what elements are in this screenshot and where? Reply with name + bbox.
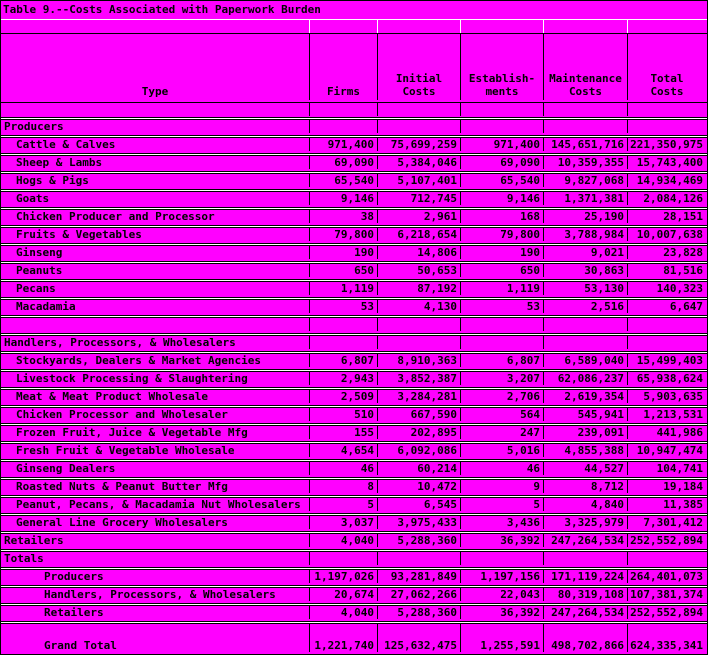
row-label: Cattle & Calves — [16, 138, 116, 151]
cell-maintenance-costs: 2,516 — [543, 300, 627, 313]
cell-initial-costs: 202,895 — [377, 426, 460, 439]
column-header-label: Establish- — [468, 72, 536, 85]
cell-establishments: 6,807 — [460, 354, 543, 367]
cell-initial-costs: 712,745 — [377, 192, 460, 205]
row-label: Ginseng — [16, 246, 63, 259]
cell-establishments: 22,043 — [460, 588, 543, 601]
table-row — [1, 119, 707, 136]
cell-total-costs: 140,323 — [627, 282, 706, 295]
cell-maintenance-costs — [543, 120, 627, 133]
table-row — [1, 353, 707, 370]
cell-total-costs: 2,084,126 — [627, 192, 706, 205]
cell-maintenance-costs: 498,702,866 — [543, 624, 627, 652]
row-label: Meat & Meat Product Wholesale — [16, 390, 209, 403]
row-label: Grand Total — [44, 639, 117, 652]
row-label: Chicken Producer and Processor — [16, 210, 215, 223]
spacer-cell — [627, 103, 706, 116]
cell-firms — [309, 552, 377, 565]
cell-total-costs: 81,516 — [627, 264, 706, 277]
table-row — [1, 389, 707, 406]
cell-establishments: 5,016 — [460, 444, 543, 457]
table-title: Table 9.--Costs Associated with Paperwork Burden — [1, 0, 707, 19]
cell-total-costs: 6,647 — [627, 300, 706, 313]
cell-initial-costs: 125,632,475 — [377, 624, 460, 652]
table-row — [1, 137, 707, 154]
cell-initial-costs: 60,214 — [377, 462, 460, 475]
cell-total-costs: 5,903,635 — [627, 390, 706, 403]
cell-maintenance-costs: 9,827,068 — [543, 174, 627, 187]
cell-establishments — [460, 552, 543, 565]
cell-establishments: 36,392 — [460, 606, 543, 619]
cell-establishments: 53 — [460, 300, 543, 313]
cell-firms: 38 — [309, 210, 377, 223]
cell-establishments: 69,090 — [460, 156, 543, 169]
cell-total-costs: 15,743,400 — [627, 156, 706, 169]
cell-total-costs — [627, 318, 706, 331]
column-header-maintenance-costs — [543, 34, 627, 100]
cell-maintenance-costs: 62,086,237 — [543, 372, 627, 385]
cell-total-costs — [627, 552, 706, 565]
spacer-cell — [627, 20, 706, 33]
cell-establishments: 1,197,156 — [460, 570, 543, 583]
cell-initial-costs: 27,062,266 — [377, 588, 460, 601]
cell-establishments: 190 — [460, 246, 543, 259]
table-row — [1, 371, 707, 388]
cell-maintenance-costs: 1,371,381 — [543, 192, 627, 205]
cell-maintenance-costs: 44,527 — [543, 462, 627, 475]
cell-establishments: 247 — [460, 426, 543, 439]
cell-firms: 190 — [309, 246, 377, 259]
cell-maintenance-costs — [543, 318, 627, 331]
cell-initial-costs: 14,806 — [377, 246, 460, 259]
cell-maintenance-costs: 25,190 — [543, 210, 627, 223]
cell-maintenance-costs — [543, 336, 627, 349]
cell-establishments: 650 — [460, 264, 543, 277]
table-row — [1, 623, 707, 655]
cell-total-costs: 14,934,469 — [627, 174, 706, 187]
row-label: Macadamia — [16, 300, 76, 313]
cell-establishments: 564 — [460, 408, 543, 421]
cell-establishments: 1,255,591 — [460, 624, 543, 652]
table-row — [1, 191, 707, 208]
cell-initial-costs: 5,107,401 — [377, 174, 460, 187]
cell-establishments: 9,146 — [460, 192, 543, 205]
row-label: Livestock Processing & Slaughtering — [16, 372, 248, 385]
cell-initial-costs: 6,545 — [377, 498, 460, 511]
row-label: Ginseng Dealers — [16, 462, 116, 475]
row-label: Pecans — [16, 282, 56, 295]
cell-firms: 510 — [309, 408, 377, 421]
cell-initial-costs: 50,653 — [377, 264, 460, 277]
cell-firms: 3,037 — [309, 516, 377, 529]
cell-firms: 1,119 — [309, 282, 377, 295]
cell-establishments: 79,800 — [460, 228, 543, 241]
cell-firms: 971,400 — [309, 138, 377, 151]
row-label: Handlers, Processors, & Wholesalers — [4, 336, 236, 349]
table-row — [1, 281, 707, 298]
row-label — [1, 318, 309, 331]
spacer-cell — [377, 103, 460, 116]
table-body — [1, 119, 707, 655]
cell-total-costs: 11,385 — [627, 498, 706, 511]
cell-initial-costs — [377, 120, 460, 133]
cell-establishments: 2,706 — [460, 390, 543, 403]
cell-initial-costs: 3,284,281 — [377, 390, 460, 403]
cell-initial-costs — [377, 336, 460, 349]
cell-total-costs — [627, 120, 706, 133]
cell-total-costs: 65,938,624 — [627, 372, 706, 385]
cell-maintenance-costs: 8,712 — [543, 480, 627, 493]
cell-total-costs: 23,828 — [627, 246, 706, 259]
table-row — [1, 209, 707, 226]
cell-firms: 2,509 — [309, 390, 377, 403]
table-row — [1, 569, 707, 586]
cell-total-costs: 15,499,403 — [627, 354, 706, 367]
table-row — [1, 263, 707, 280]
table-row — [1, 479, 707, 496]
cell-firms: 2,943 — [309, 372, 377, 385]
column-header-type — [1, 34, 309, 100]
cell-total-costs: 107,381,374 — [627, 588, 706, 601]
row-label: Chicken Processor and Wholesaler — [16, 408, 228, 421]
column-header-label: Costs — [568, 85, 603, 98]
cell-firms — [309, 336, 377, 349]
cell-maintenance-costs: 247,264,534 — [543, 606, 627, 619]
row-label: Totals — [4, 552, 44, 565]
row-label: Retailers — [44, 606, 104, 619]
cell-establishments: 65,540 — [460, 174, 543, 187]
cell-total-costs: 252,552,894 — [627, 534, 706, 547]
cell-initial-costs: 75,699,259 — [377, 138, 460, 151]
header-spacer-row — [1, 103, 707, 118]
row-label: Producers — [44, 570, 104, 583]
column-header-label: Maintenance — [549, 72, 622, 85]
cell-firms: 65,540 — [309, 174, 377, 187]
spacer-cell — [460, 20, 543, 33]
column-header-label: Costs — [402, 85, 436, 98]
cell-initial-costs: 10,472 — [377, 480, 460, 493]
cell-initial-costs — [377, 318, 460, 331]
spacer-row — [1, 317, 707, 334]
cell-initial-costs: 5,288,360 — [377, 534, 460, 547]
cell-firms: 1,221,740 — [309, 624, 377, 652]
cell-firms: 4,654 — [309, 444, 377, 457]
table-row — [1, 299, 707, 316]
row-label: Goats — [16, 192, 50, 205]
row-label: Sheep & Lambs — [16, 156, 103, 169]
cell-initial-costs: 5,384,046 — [377, 156, 460, 169]
cell-firms: 1,197,026 — [309, 570, 377, 583]
column-header-initial-costs — [377, 34, 460, 100]
column-header-label: Initial — [395, 72, 443, 85]
spacer-cell — [309, 20, 377, 33]
cell-establishments: 5 — [460, 498, 543, 511]
table-row — [1, 227, 707, 244]
table-row — [1, 443, 707, 460]
table-row — [1, 515, 707, 532]
table-row — [1, 497, 707, 514]
cell-initial-costs: 87,192 — [377, 282, 460, 295]
cell-initial-costs: 3,852,387 — [377, 372, 460, 385]
row-label: Retailers — [4, 534, 64, 547]
cell-total-costs — [627, 336, 706, 349]
spacer-cell — [1, 20, 309, 33]
cell-firms: 20,674 — [309, 588, 377, 601]
cell-maintenance-costs: 247,264,534 — [543, 534, 627, 547]
cell-firms: 8 — [309, 480, 377, 493]
spacer-cell — [460, 103, 543, 116]
cell-firms: 4,040 — [309, 534, 377, 547]
cell-maintenance-costs: 4,840 — [543, 498, 627, 511]
row-label: Roasted Nuts & Peanut Butter Mfg — [16, 480, 228, 493]
table-row — [1, 533, 707, 550]
row-label: Stockyards, Dealers & Market Agencies — [16, 354, 262, 367]
cell-establishments — [460, 120, 543, 133]
spacer-cell — [309, 103, 377, 116]
row-label: Peanuts — [16, 264, 63, 277]
cell-total-costs: 10,947,474 — [627, 444, 706, 457]
cell-maintenance-costs: 545,941 — [543, 408, 627, 421]
cell-firms — [309, 120, 377, 133]
cell-establishments: 1,119 — [460, 282, 543, 295]
cell-maintenance-costs: 30,863 — [543, 264, 627, 277]
column-header-total-costs — [627, 34, 706, 100]
cell-initial-costs: 6,092,086 — [377, 444, 460, 457]
cell-establishments: 36,392 — [460, 534, 543, 547]
cell-maintenance-costs: 6,589,040 — [543, 354, 627, 367]
cell-maintenance-costs: 3,325,979 — [543, 516, 627, 529]
row-label: General Line Grocery Wholesalers — [16, 516, 228, 529]
cell-firms — [309, 318, 377, 331]
cell-establishments — [460, 336, 543, 349]
cell-maintenance-costs: 239,091 — [543, 426, 627, 439]
cell-firms: 155 — [309, 426, 377, 439]
cell-total-costs: 441,986 — [627, 426, 706, 439]
cell-initial-costs: 8,910,363 — [377, 354, 460, 367]
cell-maintenance-costs: 10,359,355 — [543, 156, 627, 169]
column-header-label: Total — [650, 72, 684, 85]
cell-initial-costs: 6,218,654 — [377, 228, 460, 241]
table-row — [1, 407, 707, 424]
cell-initial-costs: 4,130 — [377, 300, 460, 313]
cell-firms: 9,146 — [309, 192, 377, 205]
column-header-label: ments — [485, 85, 519, 98]
spacer-cell — [1, 103, 309, 116]
cell-total-costs: 264,401,073 — [627, 570, 706, 583]
cell-maintenance-costs: 4,855,388 — [543, 444, 627, 457]
table-row — [1, 551, 707, 568]
cell-firms: 650 — [309, 264, 377, 277]
row-label: Fresh Fruit & Vegetable Wholesale — [16, 444, 235, 457]
spacer-cell — [543, 20, 627, 33]
cell-initial-costs — [377, 552, 460, 565]
cell-maintenance-costs: 145,651,716 — [543, 138, 627, 151]
cell-maintenance-costs: 2,619,354 — [543, 390, 627, 403]
cell-establishments: 3,436 — [460, 516, 543, 529]
cell-total-costs: 252,552,894 — [627, 606, 706, 619]
table-row — [1, 155, 707, 172]
table-row — [1, 245, 707, 262]
cell-maintenance-costs: 9,021 — [543, 246, 627, 259]
cell-initial-costs: 2,961 — [377, 210, 460, 223]
cell-initial-costs: 3,975,433 — [377, 516, 460, 529]
cell-establishments: 168 — [460, 210, 543, 223]
column-header-label: Type — [141, 85, 169, 98]
row-label: Producers — [4, 120, 64, 133]
cell-maintenance-costs: 53,130 — [543, 282, 627, 295]
cell-firms: 46 — [309, 462, 377, 475]
cell-initial-costs: 5,288,360 — [377, 606, 460, 619]
cell-total-costs: 1,213,531 — [627, 408, 706, 421]
row-label: Handlers, Processors, & Wholesalers — [44, 588, 276, 601]
cell-total-costs: 28,151 — [627, 210, 706, 223]
cell-establishments — [460, 318, 543, 331]
cell-establishments: 3,207 — [460, 372, 543, 385]
table-row — [1, 461, 707, 478]
row-label: Frozen Fruit, Juice & Vegetable Mfg — [16, 426, 248, 439]
cell-establishments: 971,400 — [460, 138, 543, 151]
spacer-cell — [543, 103, 627, 116]
row-label: Peanut, Pecans, & Macadamia Nut Wholesalers — [16, 498, 301, 511]
cell-firms: 79,800 — [309, 228, 377, 241]
column-header-row — [1, 33, 707, 103]
cell-establishments: 9 — [460, 480, 543, 493]
title-spacer-row — [1, 20, 707, 33]
cell-firms: 4,040 — [309, 606, 377, 619]
cell-total-costs: 221,350,975 — [627, 138, 706, 151]
cell-total-costs: 7,301,412 — [627, 516, 706, 529]
cell-maintenance-costs: 3,788,984 — [543, 228, 627, 241]
cell-maintenance-costs: 80,319,108 — [543, 588, 627, 601]
table-row — [1, 173, 707, 190]
cell-maintenance-costs — [543, 552, 627, 565]
spacer-cell — [377, 20, 460, 33]
table-row — [1, 425, 707, 442]
cell-firms: 5 — [309, 498, 377, 511]
column-header-firms — [309, 34, 377, 100]
cell-firms: 6,807 — [309, 354, 377, 367]
table-row — [1, 335, 707, 352]
cell-establishments: 46 — [460, 462, 543, 475]
cell-total-costs: 624,335,341 — [627, 624, 706, 652]
cell-maintenance-costs: 171,119,224 — [543, 570, 627, 583]
cell-total-costs: 104,741 — [627, 462, 706, 475]
cell-total-costs: 10,007,638 — [627, 228, 706, 241]
row-label: Fruits & Vegetables — [16, 228, 142, 241]
row-label: Hogs & Pigs — [16, 174, 89, 187]
table-row — [1, 605, 707, 622]
cell-total-costs: 19,184 — [627, 480, 706, 493]
cell-firms: 53 — [309, 300, 377, 313]
cell-firms: 69,090 — [309, 156, 377, 169]
cell-initial-costs: 667,590 — [377, 408, 460, 421]
column-header-label: Costs — [650, 85, 684, 98]
column-header-label: Firms — [326, 85, 361, 98]
column-header-establishments — [460, 34, 543, 100]
cell-initial-costs: 93,281,849 — [377, 570, 460, 583]
